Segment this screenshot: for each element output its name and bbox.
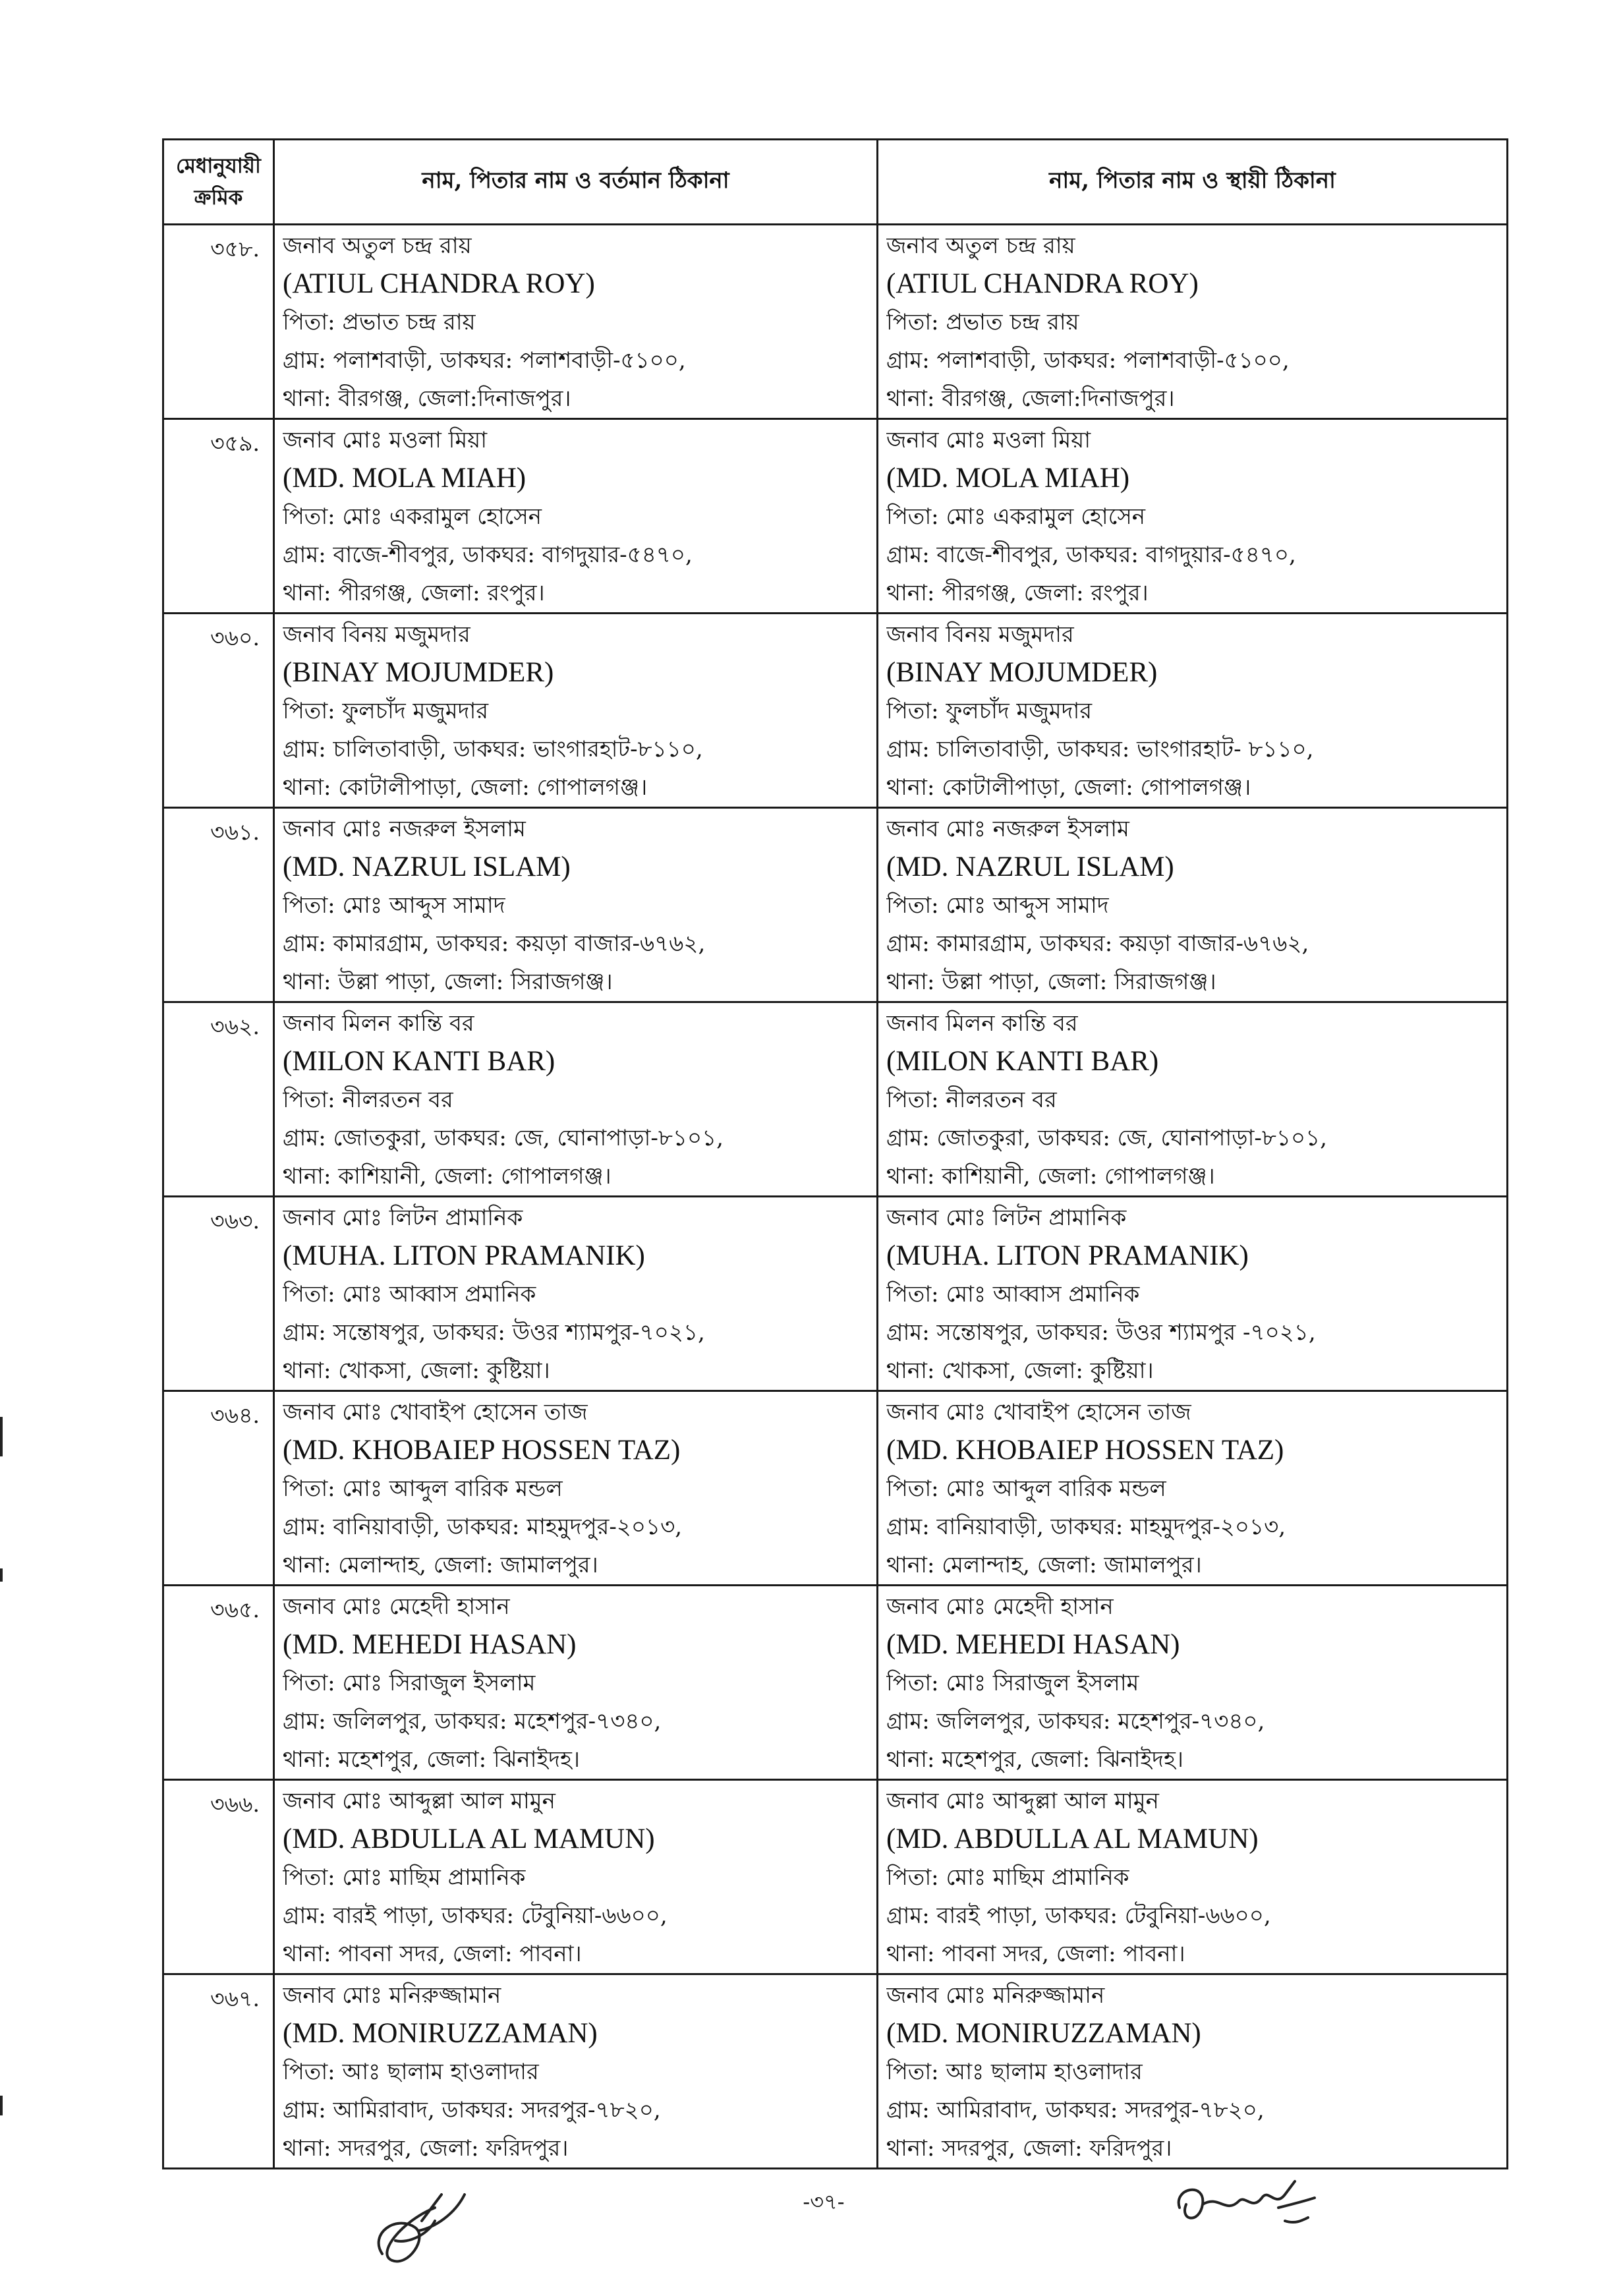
present-address-cell: [274, 1391, 878, 1586]
table-row: [163, 1586, 1508, 1780]
serial-column-header: মেধানুযায়ী ক্রমিক: [163, 140, 274, 225]
thana-line: থানা: পাবনা সদর, জেলা: পাবনা।: [886, 1941, 1185, 1967]
permanent-address-cell: [878, 1974, 1508, 2169]
village-line: গ্রাম: সন্তোষপুর, ডাকঘর: উওর শ্যামপুর -৭০২১,: [886, 1319, 1316, 1346]
father-name-line: পিতা: মোঃ মাছিম প্রামানিক: [886, 1864, 1129, 1891]
thana-line: থানা: বীরগঞ্জ, জেলা:দিনাজপুর।: [283, 386, 571, 412]
scan-edge-mark: [0, 1417, 3, 1456]
father-name-line: পিতা: নীলরতন বর: [283, 1087, 453, 1113]
table-row: [163, 1197, 1508, 1391]
name-line: জনাব বিনয় মজুমদার: [886, 621, 1074, 648]
village-line: গ্রাম: জলিলপুর, ডাকঘর: মহেশপুর-৭৩৪০,: [283, 1708, 662, 1735]
name-line: জনাব মোঃ মেহেদী হাসান: [886, 1593, 1114, 1620]
village-line: গ্রাম: পলাশবাড়ী, ডাকঘর: পলাশবাড়ী-৫১০০,: [283, 347, 686, 374]
english-name-line: (ATIUL CHANDRA ROY): [283, 268, 595, 299]
father-name-line: পিতা: নীলরতন বর: [886, 1087, 1057, 1113]
english-name-line: (BINAY MOJUMDER): [886, 657, 1158, 688]
serial-number: ৩৬৫.: [163, 1586, 274, 1780]
table-row: [163, 1780, 1508, 1974]
name-line: জনাব মোঃ মওলা মিয়া: [283, 427, 488, 453]
name-line: জনাব অতুল চন্দ্র রায়: [283, 233, 472, 259]
present-address-cell: [274, 1586, 878, 1780]
father-name-line: পিতা: মোঃ আব্দুস সামাদ: [283, 892, 505, 919]
name-line: জনাব মোঃ খোবাইপ হোসেন তাজ: [283, 1399, 588, 1425]
signature-right: [1166, 2168, 1324, 2241]
permanent-address-cell: [878, 419, 1508, 614]
village-line: গ্রাম: আমিরাবাদ, ডাকঘর: সদরপুর-৭৮২০,: [283, 2097, 661, 2123]
serial-number: ৩৫৯.: [163, 419, 274, 614]
thana-line: থানা: উল্লা পাড়া, জেলা: সিরাজগঞ্জ।: [283, 969, 613, 995]
thana-line: থানা: কাশিয়ানী, জেলা: গোপালগঞ্জ।: [886, 1163, 1215, 1190]
name-line: জনাব মিলন কান্তি বর: [283, 1010, 474, 1037]
english-name-line: (MD. MOLA MIAH): [283, 463, 527, 494]
present-address-cell: [274, 1002, 878, 1197]
father-name-line: পিতা: আঃ ছালাম হাওলাদার: [283, 2059, 539, 2085]
present-address-cell: [274, 419, 878, 614]
present-address-cell: [274, 1197, 878, 1391]
present-address-column-header: নাম, পিতার নাম ও বর্তমান ঠিকানা: [274, 140, 878, 225]
thana-line: থানা: বীরগঞ্জ, জেলা:দিনাজপুর।: [886, 386, 1175, 412]
father-name-line: পিতা: প্রভাত চন্দ্র রায়: [886, 309, 1079, 335]
thana-line: থানা: পীরগঞ্জ, জেলা: রংপুর।: [283, 580, 545, 606]
present-address-cell: [274, 225, 878, 419]
village-line: গ্রাম: জোতকুরা, ডাকঘর: জে, ঘোনাপাড়া-৮১০১,: [886, 1125, 1327, 1151]
name-line: জনাব মোঃ মেহেদী হাসান: [283, 1593, 510, 1620]
english-name-line: (MILON KANTI BAR): [283, 1046, 555, 1077]
name-line: জনাব বিনয় মজুমদার: [283, 621, 470, 648]
father-name-line: পিতা: আঃ ছালাম হাওলাদার: [886, 2059, 1143, 2085]
village-line: গ্রাম: আমিরাবাদ, ডাকঘর: সদরপুর-৭৮২০,: [886, 2097, 1265, 2123]
village-line: গ্রাম: পলাশবাড়ী, ডাকঘর: পলাশবাড়ী-৫১০০,: [886, 347, 1290, 374]
present-address-cell: [274, 1974, 878, 2169]
scan-edge-mark: [0, 2096, 3, 2115]
serial-number: ৩৬৩.: [163, 1197, 274, 1391]
village-line: গ্রাম: বানিয়াবাড়ী, ডাকঘর: মাহমুদপুর-২০১৩,: [886, 1514, 1286, 1540]
father-name-line: পিতা: মোঃ সিরাজুল ইসলাম: [283, 1670, 536, 1696]
permanent-address-cell: [878, 1780, 1508, 1974]
table-row: [163, 614, 1508, 808]
permanent-address-cell: [878, 808, 1508, 1002]
signature-left: [356, 2181, 474, 2280]
name-line: জনাব মোঃ নজরুল ইসলাম: [886, 816, 1129, 842]
name-line: জনাব মোঃ আব্দুল্লা আল মামুন: [283, 1788, 555, 1814]
english-name-line: (BINAY MOJUMDER): [283, 657, 554, 688]
father-name-line: পিতা: মোঃ আব্বাস প্রমানিক: [886, 1281, 1140, 1307]
village-line: গ্রাম: বারই পাড়া, ডাকঘর: টেবুনিয়া-৬৬০০,: [886, 1903, 1271, 1929]
name-line: জনাব মোঃ মওলা মিয়া: [886, 427, 1091, 453]
village-line: গ্রাম: বানিয়াবাড়ী, ডাকঘর: মাহমুদপুর-২০১৩,: [283, 1514, 682, 1540]
english-name-line: (MD. KHOBAIEP HOSSEN TAZ): [283, 1435, 681, 1466]
name-line: জনাব মিলন কান্তি বর: [886, 1010, 1078, 1037]
serial-number: ৩৬০.: [163, 614, 274, 808]
serial-number: ৩৬২.: [163, 1002, 274, 1197]
permanent-address-cell: [878, 1002, 1508, 1197]
english-name-line: (MD. KHOBAIEP HOSSEN TAZ): [886, 1435, 1284, 1466]
thana-line: থানা: সদরপুর, জেলা: ফরিদপুর।: [283, 2135, 569, 2162]
permanent-address-cell: [878, 1391, 1508, 1586]
thana-line: থানা: পাবনা সদর, জেলা: পাবনা।: [283, 1941, 582, 1967]
thana-line: থানা: মেলান্দাহ, জেলা: জামালপুর।: [886, 1552, 1202, 1578]
english-name-line: (MD. MEHEDI HASAN): [283, 1629, 577, 1660]
serial-number: ৩৬৭.: [163, 1974, 274, 2169]
village-line: গ্রাম: কামারগ্রাম, ডাকঘর: কয়ড়া বাজার-৬৭৬২,: [283, 931, 706, 957]
name-line: জনাব মোঃ লিটন প্রামানিক: [283, 1205, 523, 1231]
thana-line: থানা: মহেশপুর, জেলা: ঝিনাইদহ।: [886, 1746, 1184, 1773]
father-name-line: পিতা: মোঃ আব্বাস প্রমানিক: [283, 1281, 536, 1307]
thana-line: থানা: খোকসা, জেলা: কুষ্টিয়া।: [283, 1358, 550, 1384]
thana-line: থানা: কোটালীপাড়া, জেলা: গোপালগঞ্জ।: [283, 774, 648, 801]
present-address-cell: [274, 614, 878, 808]
village-line: গ্রাম: জোতকুরা, ডাকঘর: জে, ঘোনাপাড়া-৮১০১,: [283, 1125, 724, 1151]
thana-line: থানা: খোকসা, জেলা: কুষ্টিয়া।: [886, 1358, 1154, 1384]
village-line: গ্রাম: বারই পাড়া, ডাকঘর: টেবুনিয়া-৬৬০০,: [283, 1903, 668, 1929]
serial-number: ৩৬৬.: [163, 1780, 274, 1974]
english-name-line: (MD. MOLA MIAH): [886, 463, 1130, 494]
english-name-line: (MD. MONIRUZZAMAN): [283, 2018, 598, 2049]
permanent-address-cell: [878, 225, 1508, 419]
serial-number: ৩৫৮.: [163, 225, 274, 419]
father-name-line: পিতা: মোঃ আব্দুস সামাদ: [886, 892, 1109, 919]
father-name-line: পিতা: প্রভাত চন্দ্র রায়: [283, 309, 476, 335]
village-line: গ্রাম: চালিতাবাড়ী, ডাকঘর: ভাংগারহাট- ৮১১০,: [886, 736, 1314, 762]
table-header-row: [163, 140, 1508, 225]
thana-line: থানা: কাশিয়ানী, জেলা: গোপালগঞ্জ।: [283, 1163, 612, 1190]
father-name-line: পিতা: মোঃ একরামুল হোসেন: [283, 503, 542, 530]
name-line: জনাব মোঃ মনিরুজ্জামান: [283, 1982, 501, 2009]
scan-edge-mark: [0, 1568, 3, 1582]
village-line: গ্রাম: চালিতাবাড়ী, ডাকঘর: ভাংগারহাট-৮১১০,: [283, 736, 703, 762]
permanent-address-cell: [878, 614, 1508, 808]
father-name-line: পিতা: মোঃ সিরাজুল ইসলাম: [886, 1670, 1139, 1696]
table-row: [163, 1002, 1508, 1197]
english-name-line: (MILON KANTI BAR): [886, 1046, 1159, 1077]
merit-list-table: [162, 138, 1508, 2169]
serial-number: ৩৬১.: [163, 808, 274, 1002]
name-line: জনাব মোঃ মনিরুজ্জামান: [886, 1982, 1105, 2009]
village-line: গ্রাম: বাজে-শীবপুর, ডাকঘর: বাগদুয়ার-৫৪৭০,: [886, 542, 1296, 568]
table-row: [163, 225, 1508, 419]
english-name-line: (MUHA. LITON PRAMANIK): [283, 1240, 645, 1271]
father-name-line: পিতা: মোঃ আব্দুল বারিক মন্ডল: [886, 1476, 1166, 1502]
name-line: জনাব মোঃ আব্দুল্লা আল মামুন: [886, 1788, 1159, 1814]
thana-line: থানা: মেলান্দাহ, জেলা: জামালপুর।: [283, 1552, 598, 1578]
name-line: জনাব অতুল চন্দ্র রায়: [886, 233, 1075, 259]
present-address-cell: [274, 1780, 878, 1974]
english-name-line: (ATIUL CHANDRA ROY): [886, 268, 1199, 299]
thana-line: থানা: মহেশপুর, জেলা: ঝিনাইদহ।: [283, 1746, 581, 1773]
thana-line: থানা: সদরপুর, জেলা: ফরিদপুর।: [886, 2135, 1172, 2162]
village-line: গ্রাম: কামারগ্রাম, ডাকঘর: কয়ড়া বাজার-৬৭৬২,: [886, 931, 1309, 957]
english-name-line: (MD. MONIRUZZAMAN): [886, 2018, 1201, 2049]
name-line: জনাব মোঃ খোবাইপ হোসেন তাজ: [886, 1399, 1191, 1425]
english-name-line: (MD. NAZRUL ISLAM): [886, 851, 1174, 882]
serial-number: ৩৬৪.: [163, 1391, 274, 1586]
english-name-line: (MD. NAZRUL ISLAM): [283, 851, 571, 882]
village-line: গ্রাম: বাজে-শীবপুর, ডাকঘর: বাগদুয়ার-৫৪৭০,: [283, 542, 693, 568]
english-name-line: (MD. ABDULLA AL MAMUN): [886, 1823, 1259, 1854]
permanent-address-column-header: নাম, পিতার নাম ও স্থায়ী ঠিকানা: [878, 140, 1508, 225]
thana-line: থানা: উল্লা পাড়া, জেলা: সিরাজগঞ্জ।: [886, 969, 1216, 995]
father-name-line: পিতা: মোঃ মাছিম প্রামানিক: [283, 1864, 526, 1891]
father-name-line: পিতা: মোঃ একরামুল হোসেন: [886, 503, 1146, 530]
table-row: [163, 1391, 1508, 1586]
thana-line: থানা: কোটালীপাড়া, জেলা: গোপালগঞ্জ।: [886, 774, 1251, 801]
permanent-address-cell: [878, 1197, 1508, 1391]
name-line: জনাব মোঃ নজরুল ইসলাম: [283, 816, 526, 842]
page-number: -৩৭-: [803, 2189, 845, 2214]
english-name-line: (MUHA. LITON PRAMANIK): [886, 1240, 1249, 1271]
thana-line: থানা: পীরগঞ্জ, জেলা: রংপুর।: [886, 580, 1149, 606]
village-line: গ্রাম: সন্তোষপুর, ডাকঘর: উওর শ্যামপুর-৭০২১,: [283, 1319, 705, 1346]
permanent-address-cell: [878, 1586, 1508, 1780]
english-name-line: (MD. ABDULLA AL MAMUN): [283, 1823, 655, 1854]
name-line: জনাব মোঃ লিটন প্রামানিক: [886, 1205, 1127, 1231]
table-row: [163, 808, 1508, 1002]
english-name-line: (MD. MEHEDI HASAN): [886, 1629, 1180, 1660]
father-name-line: পিতা: ফুলচাঁদ মজুমদার: [886, 698, 1093, 724]
village-line: গ্রাম: জলিলপুর, ডাকঘর: মহেশপুর-৭৩৪০,: [886, 1708, 1265, 1735]
table-row: [163, 1974, 1508, 2169]
table-row: [163, 419, 1508, 614]
present-address-cell: [274, 808, 878, 1002]
father-name-line: পিতা: ফুলচাঁদ মজুমদার: [283, 698, 489, 724]
father-name-line: পিতা: মোঃ আব্দুল বারিক মন্ডল: [283, 1476, 563, 1502]
